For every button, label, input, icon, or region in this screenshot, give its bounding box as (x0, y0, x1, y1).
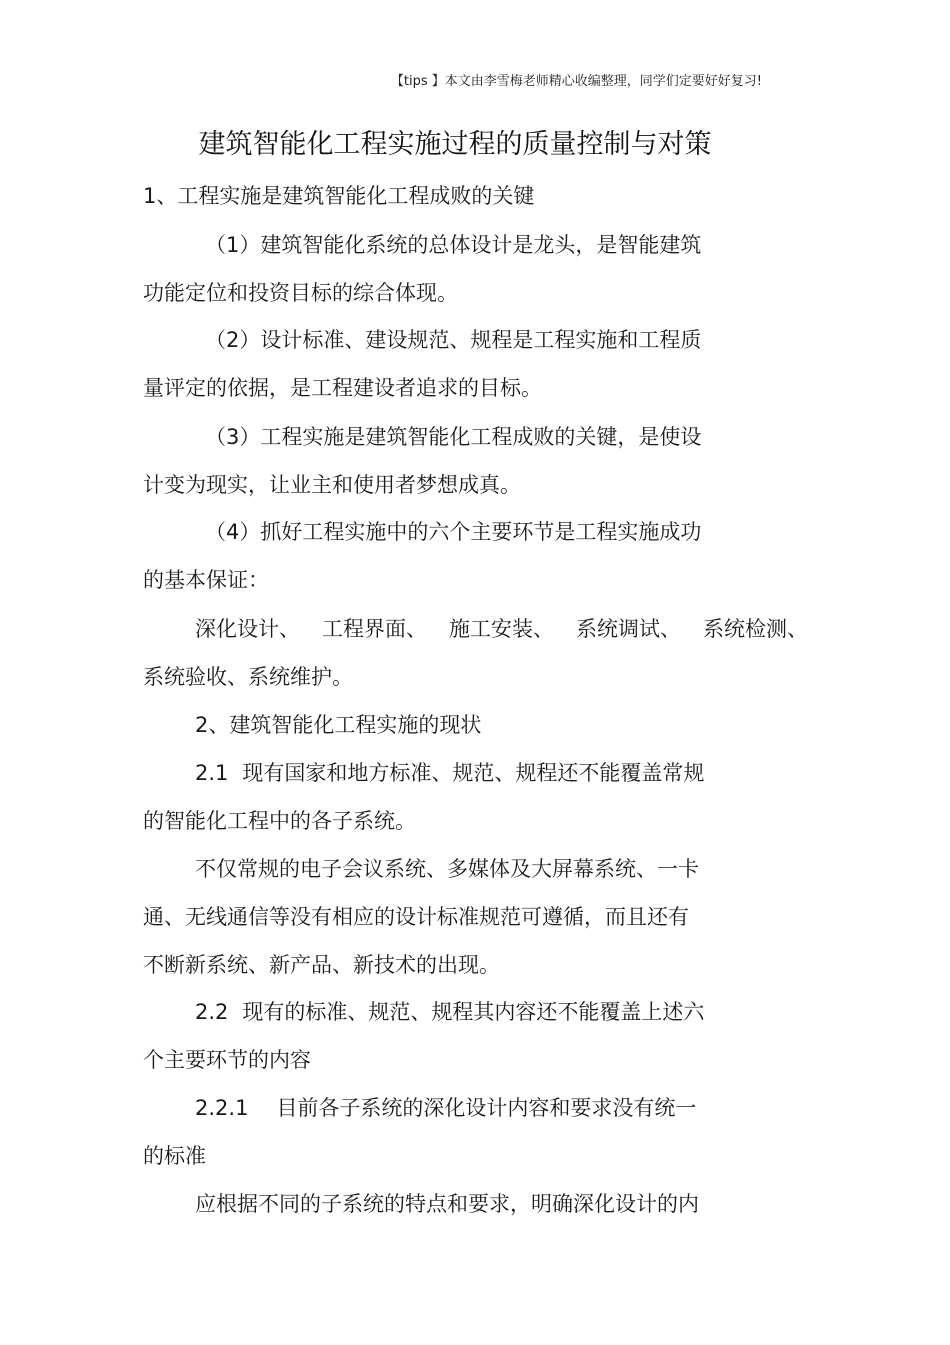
link-item-system-debugging: 系统调试、 (576, 617, 681, 641)
links-list-line-2: 系统验收、系统维护。 (143, 665, 353, 689)
subsection-2-1-line-2: 的智能化工程中的各子系统。 (143, 809, 416, 833)
para-3-line-1: （3）工程实施是建筑智能化工程成败的关键，是使设 (205, 425, 702, 449)
subsection-2-1-text: 现有国家和地方标准、规范、规程还不能覆盖常规 (242, 761, 705, 785)
subsection-2-2-number: 2.2 (195, 1000, 229, 1024)
subsection-2-1-line-1 (195, 759, 704, 787)
links-list-line-1 (195, 615, 808, 643)
para-3-line-2: 计变为现实，让业主和使用者梦想成真。 (143, 473, 521, 497)
subsection-2-2-line-1 (195, 998, 704, 1026)
subsection-2-2-1-number: 2.2.1 (195, 1096, 249, 1120)
para-2-line-1: （2）设计标准、建设规范、规程是工程实施和工程质 (205, 328, 702, 352)
link-item-deepening-design: 深化设计、 (195, 617, 300, 641)
link-item-system-testing: 系统检测、 (703, 617, 808, 641)
para-2-1-line-3: 不断新系统、新产品、新技术的出现。 (143, 953, 500, 977)
document-title: 建筑智能化工程实施过程的质量控制与对策 (198, 129, 712, 160)
para-2-1-line-2: 通、无线通信等没有相应的设计标准规范可遵循，而且还有 (143, 905, 689, 929)
subsection-2-2-text: 现有的标准、规范、规程其内容还不能覆盖上述六 (242, 1000, 705, 1024)
link-item-engineering-interface: 工程界面、 (322, 617, 427, 641)
header-tips-note: 【tips 】本文由李雪梅老师精心收编整理，同学们定要好好复习! (390, 74, 762, 89)
para-4-line-2: 的基本保证： (143, 568, 269, 592)
link-item-installation: 施工安装、 (449, 617, 554, 641)
para-2-1-line-1: 不仅常规的电子会议系统、多媒体及大屏幕系统、一卡 (195, 857, 699, 881)
subsection-2-2-1-line-1 (195, 1094, 696, 1122)
para-1-line-1: （1）建筑智能化系统的总体设计是龙头，是智能建筑 (205, 233, 702, 257)
subsection-2-2-1-line-2: 的标准 (143, 1144, 206, 1168)
subsection-2-2-line-2: 个主要环节的内容 (143, 1048, 311, 1072)
para-2-2-1-line-1: 应根据不同的子系统的特点和要求，明确深化设计的内 (195, 1192, 699, 1216)
para-2-line-2: 量评定的依据，是工程建设者追求的目标。 (143, 376, 542, 400)
subsection-2-1-number: 2.1 (195, 761, 229, 785)
subsection-2-2-1-text: 目前各子系统的深化设计内容和要求没有统一 (276, 1096, 697, 1120)
para-1-line-2: 功能定位和投资目标的综合体现。 (143, 281, 458, 305)
section-1-heading: 1、工程实施是建筑智能化工程成败的关键 (143, 184, 535, 208)
section-2-heading: 2、建筑智能化工程实施的现状 (195, 713, 482, 737)
para-4-line-1: （4）抓好工程实施中的六个主要环节是工程实施成功 (205, 520, 702, 544)
